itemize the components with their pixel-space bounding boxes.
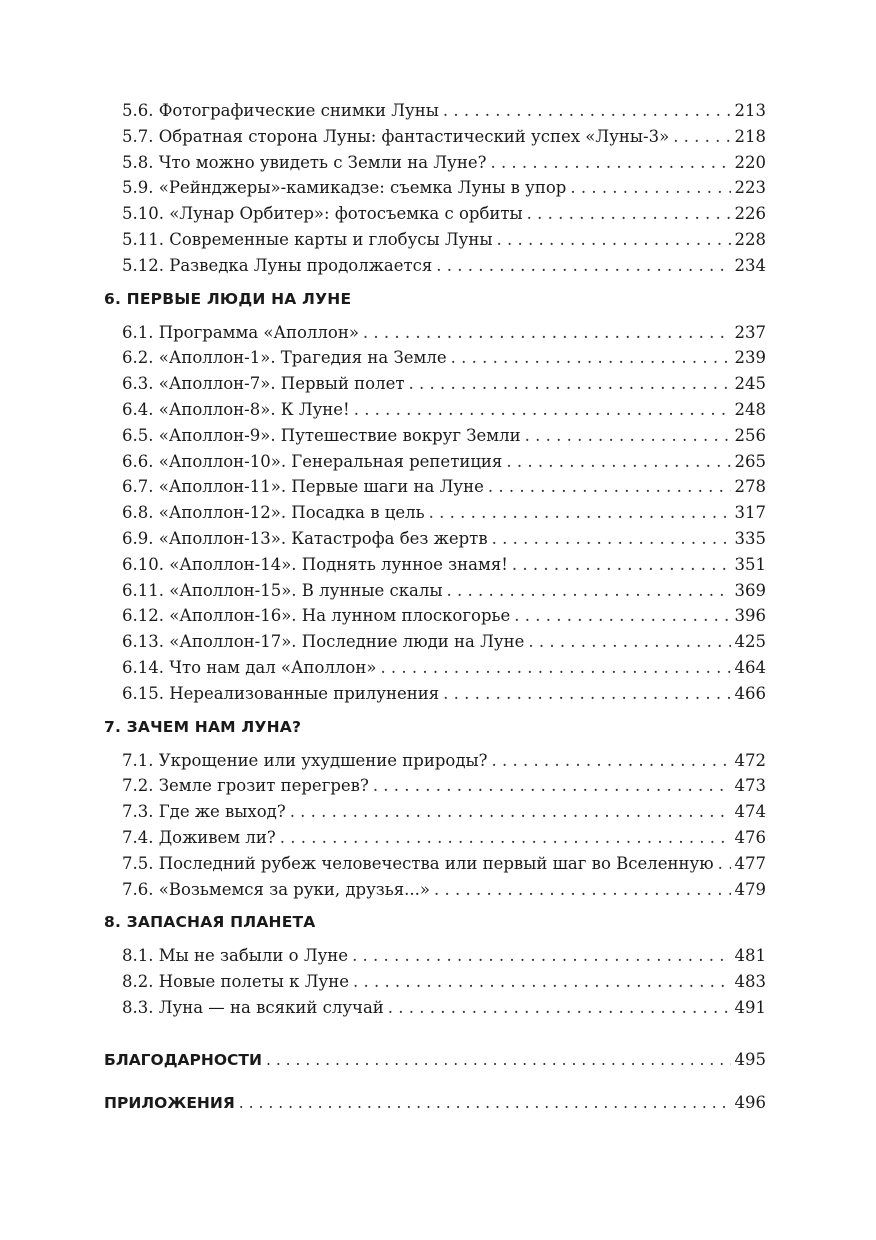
toc-entry [104, 748, 766, 774]
entry-title: 5.12. Разведка Луны продолжается [122, 255, 433, 275]
entry-page-number: 476 [734, 827, 766, 847]
entry-page-number: 335 [734, 528, 766, 548]
entry-title: 7.2. Земле грозит перегрев? [122, 776, 369, 796]
entry-page-number: 464 [734, 657, 766, 677]
entry-page-number: 218 [734, 126, 766, 146]
dot-leader [492, 526, 731, 552]
entry-page-number: 425 [734, 632, 766, 652]
entry-title: 7.6. «Возьмемся за руки, друзья...» [122, 879, 430, 899]
toc-entry [104, 423, 766, 449]
entry-page-number: 234 [734, 255, 766, 275]
entry-title: 6.8. «Аполлон-12». Посадка в цель [122, 503, 425, 523]
toc-entry [104, 227, 766, 253]
entry-page-number: 213 [734, 101, 766, 120]
toc-entry [104, 345, 766, 371]
toc-entry [104, 526, 766, 552]
toc-entry [104, 320, 766, 346]
dot-leader [514, 603, 730, 629]
dot-leader [353, 969, 731, 995]
entry-title: 5.6. Фотографические снимки Луны [122, 101, 439, 120]
entry-page-number: 483 [734, 972, 766, 992]
entry-page-number: 396 [734, 606, 766, 626]
dot-leader [447, 578, 731, 604]
entry-title: 7.4. Доживем ли? [122, 827, 276, 847]
entry-page-number: 245 [734, 374, 766, 394]
dot-leader [436, 253, 730, 279]
entry-page-number: 479 [734, 879, 766, 899]
back-matter-page-number: 495 [734, 1049, 766, 1069]
entry-title: 5.10. «Лунар Орбитер»: фотосъемка с орбиты [122, 204, 523, 224]
dot-leader [525, 423, 731, 449]
dot-leader [443, 681, 730, 707]
entry-title: 5.8. Что можно увидеть с Земли на Луне? [122, 152, 487, 172]
entry-title: 6.10. «Аполлон-14». Поднять лунное знамя! [122, 554, 508, 574]
dot-leader [266, 1048, 731, 1073]
toc-entry [104, 474, 766, 500]
dot-leader [570, 175, 730, 201]
chapter-heading: 6. ПЕРВЫЕ ЛЮДИ НА ЛУНЕ [104, 289, 352, 308]
dot-leader [527, 201, 731, 227]
toc-entry [104, 877, 766, 903]
entry-title: 7.3. Где же выход? [122, 802, 286, 822]
toc-entry [104, 552, 766, 578]
toc-entry [104, 253, 766, 279]
entry-page-number: 472 [734, 750, 766, 770]
table-of-contents [104, 98, 766, 1115]
toc-entry [104, 995, 766, 1021]
toc-entry [104, 773, 766, 799]
dot-leader [673, 124, 730, 150]
entry-page-number: 317 [734, 503, 766, 523]
toc-entry [104, 98, 766, 124]
toc-entry [104, 603, 766, 629]
entry-title: 6.6. «Аполлон-10». Генеральная репетиция [122, 451, 503, 471]
dot-leader [363, 320, 731, 346]
dot-leader [443, 98, 731, 124]
entry-title: 8.3. Луна — на всякий случай [122, 997, 384, 1017]
entry-title: 6.1. Программа «Аполлон» [122, 322, 359, 342]
entry-title: 6.7. «Аполлон-11». Первые шаги на Луне [122, 477, 484, 497]
dot-leader [388, 995, 731, 1021]
entry-title: 8.2. Новые полеты к Луне [122, 972, 349, 992]
dot-leader [429, 500, 731, 526]
entry-page-number: 223 [734, 178, 766, 198]
entry-title: 6.3. «Аполлон-7». Первый полет [122, 374, 405, 394]
entry-title: 6.2. «Аполлон-1». Трагедия на Земле [122, 348, 447, 368]
toc-entry [104, 150, 766, 176]
entry-page-number: 473 [734, 776, 766, 796]
toc-entry [104, 681, 766, 707]
dot-leader [488, 474, 731, 500]
toc-entry [104, 799, 766, 825]
entry-title: 6.12. «Аполлон-16». На лунном плоскогорье [122, 606, 511, 626]
dot-leader [718, 851, 731, 877]
dot-leader [409, 371, 731, 397]
entry-title: 6.5. «Аполлон-9». Путешествие вокруг Земли [122, 425, 521, 445]
entry-page-number: 226 [734, 204, 766, 224]
entry-title: 6.14. Что нам дал «Аполлон» [122, 657, 377, 677]
dot-leader [280, 825, 731, 851]
entry-title: 5.11. Современные карты и глобусы Луны [122, 229, 493, 249]
entry-page-number: 466 [734, 683, 766, 703]
back-matter-entry [104, 1047, 766, 1072]
toc-entry [104, 201, 766, 227]
entry-title: 7.1. Укрощение или ухудшение природы? [122, 750, 488, 770]
dot-leader [239, 1091, 731, 1116]
toc-entry [104, 449, 766, 475]
toc-entry [104, 124, 766, 150]
entry-page-number: 278 [734, 477, 766, 497]
entry-page-number: 369 [734, 580, 766, 600]
entry-title: 7.5. Последний рубеж человечества или первый шаг во Вселенную [122, 853, 714, 873]
entry-page-number: 351 [734, 554, 766, 574]
dot-leader [352, 943, 730, 969]
toc-entry [104, 578, 766, 604]
entry-page-number: 237 [734, 322, 766, 342]
entry-page-number: 477 [734, 853, 766, 873]
entry-title: 6.13. «Аполлон-17». Последние люди на Луне [122, 632, 525, 652]
entry-title: 8.1. Мы не забыли о Луне [122, 946, 349, 966]
dot-leader [380, 655, 730, 681]
chapter-heading: 7. ЗАЧЕМ НАМ ЛУНА? [104, 717, 302, 736]
entry-page-number: 474 [734, 802, 766, 822]
toc-entry [104, 397, 766, 423]
toc-entry [104, 825, 766, 851]
toc-entry [104, 371, 766, 397]
dot-leader [434, 877, 731, 903]
dot-leader [490, 150, 730, 176]
entry-page-number: 220 [734, 152, 766, 172]
toc-entry [104, 500, 766, 526]
toc-entry [104, 175, 766, 201]
entry-page-number: 248 [734, 399, 766, 419]
dot-leader [528, 629, 730, 655]
dot-leader [497, 227, 731, 253]
back-matter-page-number: 496 [734, 1092, 766, 1112]
entry-title: 6.11. «Аполлон-15». В лунные скалы [122, 580, 443, 600]
toc-entry [104, 629, 766, 655]
toc-entry [104, 969, 766, 995]
chapter-heading: 8. ЗАПАСНАЯ ПЛАНЕТА [104, 913, 316, 932]
entry-page-number: 239 [734, 348, 766, 368]
entry-page-number: 491 [734, 997, 766, 1017]
dot-leader [512, 552, 731, 578]
back-matter-title: БЛАГОДАРНОСТИ [104, 1050, 262, 1069]
dot-leader [491, 748, 730, 774]
entry-page-number: 481 [734, 946, 766, 966]
back-matter-title: ПРИЛОЖЕНИЯ [104, 1093, 235, 1112]
entry-title: 5.9. «Рейнджеры»-камикадзе: съемка Луны в упор [122, 178, 567, 198]
entry-page-number: 256 [734, 425, 766, 445]
toc-entry [104, 943, 766, 969]
entry-title: 6.4. «Аполлон-8». К Луне! [122, 399, 350, 419]
entry-title: 6.15. Нереализованные прилунения [122, 683, 440, 703]
dot-leader [373, 773, 731, 799]
back-matter-entry [104, 1090, 766, 1115]
entry-title: 6.9. «Аполлон-13». Катастрофа без жертв [122, 528, 488, 548]
dot-leader [354, 397, 731, 423]
entry-page-number: 228 [734, 229, 766, 249]
dot-leader [506, 449, 730, 475]
entry-page-number: 265 [734, 451, 766, 471]
entry-title: 5.7. Обратная сторона Луны: фантастический успех «Луны-3» [122, 126, 670, 146]
toc-entry [104, 851, 766, 877]
dot-leader [290, 799, 731, 825]
dot-leader [451, 345, 731, 371]
toc-entry [104, 655, 766, 681]
